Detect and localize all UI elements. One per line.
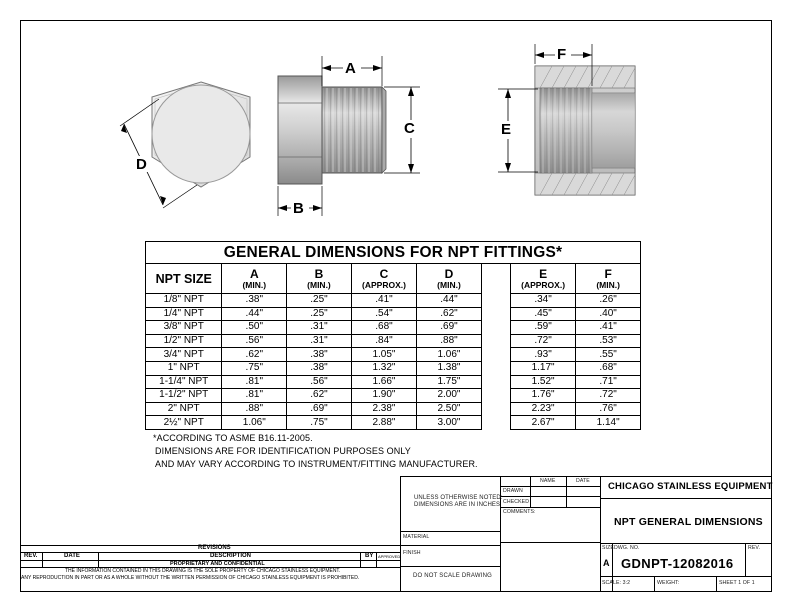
dimension-label-f: F — [557, 46, 567, 63]
header-gap — [481, 264, 510, 294]
cell-b: .38" — [287, 348, 352, 362]
header-e: E (APPROX.) — [510, 264, 575, 294]
cell-d: 2.00" — [417, 389, 482, 403]
cell-a: .75" — [222, 361, 287, 375]
cell-b: .75" — [287, 416, 352, 430]
table-row — [146, 361, 641, 375]
sheet-label: SHEET 1 OF 1 — [719, 580, 755, 586]
table-row — [146, 375, 641, 389]
revisions-block — [20, 545, 400, 582]
by-col: BY — [365, 553, 374, 559]
cell-e: .72" — [510, 334, 575, 348]
header-c: C (APPROX.) — [351, 264, 416, 294]
cell-b: .56" — [287, 375, 352, 389]
cell-c: .41" — [351, 294, 416, 308]
cell-gap — [481, 334, 510, 348]
table-row — [146, 389, 641, 403]
cell-b: .69" — [287, 402, 352, 416]
checked-label: CHECKED — [503, 499, 530, 505]
material-label: MATERIAL — [403, 534, 430, 540]
cell-d: .62" — [417, 307, 482, 321]
hex-plug-side-view — [278, 56, 420, 216]
note-1: *ACCORDING TO ASME B16.11-2005. — [153, 433, 313, 443]
cell-f: .72" — [576, 389, 641, 403]
cell-c: 1.90" — [351, 389, 416, 403]
cell-e: .59" — [510, 321, 575, 335]
cell-npt-size: 1/4" NPT — [146, 307, 222, 321]
hex-end-view — [120, 82, 250, 208]
cell-f: .55" — [576, 348, 641, 362]
cell-b: .31" — [287, 334, 352, 348]
cell-d: .88" — [417, 334, 482, 348]
name-header: NAME — [540, 478, 556, 484]
cell-a: .38" — [222, 294, 287, 308]
table-row — [146, 321, 641, 335]
dimension-label-b: B — [293, 200, 304, 217]
drawing-title: NPT GENERAL DIMENSIONS — [614, 516, 763, 528]
cell-b: .25" — [287, 307, 352, 321]
cell-d: 1.06" — [417, 348, 482, 362]
cell-b: .38" — [287, 361, 352, 375]
cell-c: 1.05" — [351, 348, 416, 362]
cell-b: .31" — [287, 321, 352, 335]
cell-a: .81" — [222, 389, 287, 403]
unless-noted-1: UNLESS OTHERWISE NOTED: — [414, 495, 503, 501]
proprietary-notice: PROPRIETARY AND CONFIDENTIAL — [170, 561, 265, 567]
header-npt-size: NPT SIZE — [146, 264, 222, 294]
cell-a: .56" — [222, 334, 287, 348]
unless-noted-2: DIMENSIONS ARE IN INCHES — [414, 502, 501, 508]
cell-npt-size: 2½" NPT — [146, 416, 222, 430]
title-block — [400, 476, 772, 592]
cell-gap — [481, 348, 510, 362]
cell-c: 2.38" — [351, 402, 416, 416]
size-value: A — [603, 558, 610, 568]
size-label: SIZE — [602, 545, 614, 551]
cell-c: .84" — [351, 334, 416, 348]
cell-e: .93" — [510, 348, 575, 362]
cell-f: .26" — [576, 294, 641, 308]
cell-gap — [481, 416, 510, 430]
cell-npt-size: 1-1/4" NPT — [146, 375, 222, 389]
cell-f: 1.14" — [576, 416, 641, 430]
cell-npt-size: 1/2" NPT — [146, 334, 222, 348]
cell-e: 1.52" — [510, 375, 575, 389]
cell-npt-size: 3/4" NPT — [146, 348, 222, 362]
cell-gap — [481, 294, 510, 308]
cell-e: 1.76" — [510, 389, 575, 403]
date-col: DATE — [64, 553, 80, 559]
cell-f: .53" — [576, 334, 641, 348]
cell-e: 2.67" — [510, 416, 575, 430]
cell-npt-size: 1" NPT — [146, 361, 222, 375]
dimension-label-a: A — [345, 60, 356, 77]
cell-f: .71" — [576, 375, 641, 389]
cell-b: .62" — [287, 389, 352, 403]
cell-e: 1.17" — [510, 361, 575, 375]
comments-label: COMMENTS: — [503, 509, 536, 515]
revisions-title: REVISIONS — [198, 545, 231, 551]
legal-notice-1: THE INFORMATION CONTAINED IN THIS DRAWING IS THE SOLE PROPERTY OF CHICAGO STAINLESS EQUIPMENT. — [65, 568, 341, 574]
date-header: DATE — [576, 478, 590, 484]
company-name: CHICAGO STAINLESS EQUIPMENT — [608, 481, 773, 492]
note-3: AND MAY VARY ACCORDING TO INSTRUMENT/FITTING MANUFACTURER. — [155, 459, 478, 469]
drawn-label: DRAWN — [503, 488, 523, 494]
scale-label: SCALE: 3:2 — [602, 580, 631, 586]
cell-npt-size: 1/8" NPT — [146, 294, 222, 308]
legal-notice-2: ANY REPRODUCTION IN PART OR AS A WHOLE WITHOUT THE WRITTEN PERMISSION OF CHICAGO STAINLESS EQUIPMENT IS PROHIBITED. — [21, 575, 360, 581]
cell-gap — [481, 361, 510, 375]
dimension-label-e: E — [501, 121, 512, 138]
approved-col: APPROVED — [378, 554, 401, 559]
cell-npt-size: 3/8" NPT — [146, 321, 222, 335]
dimensions-table — [145, 241, 641, 430]
cell-gap — [481, 402, 510, 416]
dwg-no-label: DWG. NO. — [614, 545, 640, 551]
table-row — [146, 416, 641, 430]
finish-label: FINISH — [403, 550, 421, 556]
cell-e: .45" — [510, 307, 575, 321]
cell-a: .81" — [222, 375, 287, 389]
header-b: B (MIN.) — [287, 264, 352, 294]
cell-a: .62" — [222, 348, 287, 362]
drawing-figures — [0, 0, 792, 240]
cell-f: .76" — [576, 402, 641, 416]
cell-npt-size: 1-1/2" NPT — [146, 389, 222, 403]
cell-gap — [481, 375, 510, 389]
cell-a: .50" — [222, 321, 287, 335]
weight-label: WEIGHT: — [657, 580, 680, 586]
dimension-label-c: C — [404, 120, 415, 137]
do-not-scale: DO NOT SCALE DRAWING — [413, 573, 493, 579]
note-2: DIMENSIONS ARE FOR IDENTIFICATION PURPOSES ONLY — [155, 446, 411, 456]
cell-d: .69" — [417, 321, 482, 335]
cell-f: .68" — [576, 361, 641, 375]
table-row — [146, 334, 641, 348]
header-d: D (MIN.) — [417, 264, 482, 294]
cell-c: 1.66" — [351, 375, 416, 389]
cell-d: .44" — [417, 294, 482, 308]
table-title: GENERAL DIMENSIONS FOR NPT FITTINGS* — [146, 242, 641, 264]
table-row — [146, 348, 641, 362]
cell-c: 1.32" — [351, 361, 416, 375]
cell-f: .41" — [576, 321, 641, 335]
notes — [155, 432, 478, 471]
cell-gap — [481, 389, 510, 403]
cell-d: 2.50" — [417, 402, 482, 416]
cell-c: 2.88" — [351, 416, 416, 430]
cell-b: .25" — [287, 294, 352, 308]
table-row — [146, 307, 641, 321]
rev-col: REV. — [24, 553, 38, 559]
description-col: DESCRIPTION — [210, 553, 252, 559]
drawing-number: GDNPT-12082016 — [621, 556, 734, 571]
cell-d: 1.75" — [417, 375, 482, 389]
cell-a: .44" — [222, 307, 287, 321]
cell-gap — [481, 321, 510, 335]
table-row — [146, 294, 641, 308]
header-f: F (MIN.) — [576, 264, 641, 294]
cell-npt-size: 2" NPT — [146, 402, 222, 416]
cell-gap — [481, 307, 510, 321]
rev-label: REV. — [748, 545, 761, 551]
cell-d: 1.38" — [417, 361, 482, 375]
cell-c: .54" — [351, 307, 416, 321]
cell-e: 2.23" — [510, 402, 575, 416]
header-a: A (MIN.) — [222, 264, 287, 294]
cell-d: 3.00" — [417, 416, 482, 430]
cell-e: .34" — [510, 294, 575, 308]
cell-a: .88" — [222, 402, 287, 416]
table-row — [146, 402, 641, 416]
dimension-label-d: D — [136, 156, 147, 173]
female-section-view — [498, 44, 635, 195]
cell-c: .68" — [351, 321, 416, 335]
cell-f: .40" — [576, 307, 641, 321]
cell-a: 1.06" — [222, 416, 287, 430]
